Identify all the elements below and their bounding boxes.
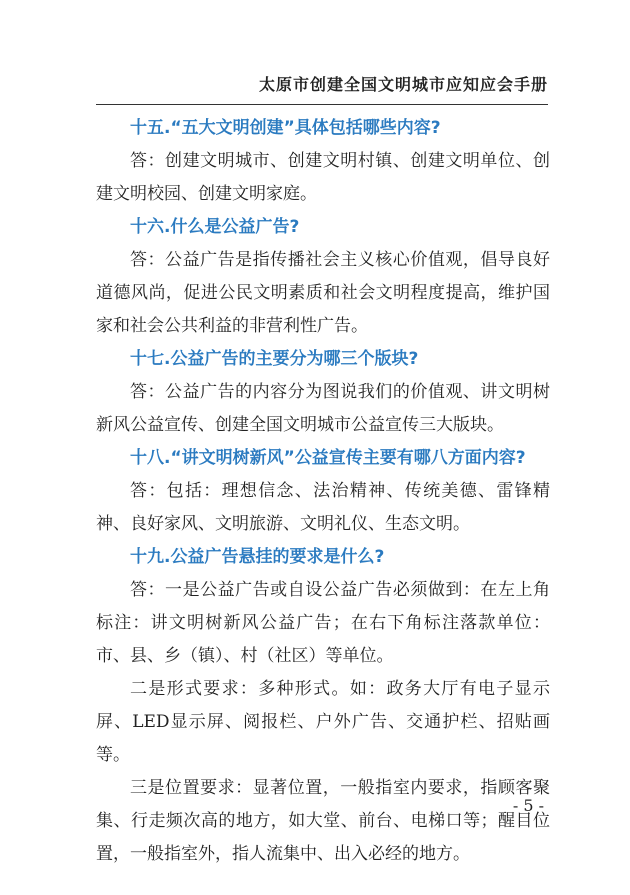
answer-paragraph: 三是位置要求：显著位置，一般指室内要求，指顾客聚集、行走频次高的地方，如大堂、前台、电梯口等；醒目位置，一般指室外，指人流集中、出入必经的地方。 [96,778,550,864]
document-body [96,112,550,871]
answer-paragraph: 答：包括：理想信念、法治精神、传统美德、雷锋精神、良好家风、文明旅游、文明礼仪、生态文明。 [96,481,550,534]
question-heading: 十五.“五大文明创建”具体包括哪些内容? [130,118,441,138]
answer-paragraph: 二是形式要求：多种形式。如：政务大厅有电子显示屏、LED显示屏、阅报栏、户外广告、交通护栏、招贴画等。 [96,679,550,765]
question-heading: 十八.“讲文明树新风”公益宣传主要有哪八方面内容? [130,448,526,468]
header-divider [96,104,548,105]
page-header-title: 太原市创建全国文明城市应知应会手册 [258,75,548,94]
answer-paragraph: 答：一是公益广告或自设公益广告必须做到：在左上角标注：讲文明树新风公益广告；在右下角标注落款单位：市、县、乡（镇）、村（社区）等单位。 [96,580,550,666]
answer-paragraph: 答：创建文明城市、创建文明村镇、创建文明单位、创建文明校园、创建文明家庭。 [96,151,550,204]
question-heading: 十七.公益广告的主要分为哪三个版块? [130,349,419,369]
question-heading: 十六.什么是公益广告? [130,217,300,237]
page-number: - 5 - [512,796,544,815]
question-heading: 十九.公益广告悬挂的要求是什么? [130,547,385,567]
answer-paragraph: 答：公益广告的内容分为图说我们的价值观、讲文明树新风公益宣传、创建全国文明城市公益宣传三大版块。 [96,382,550,435]
answer-paragraph: 答：公益广告是指传播社会主义核心价值观，倡导良好道德风尚，促进公民文明素质和社会文明程度提高，维护国家和社会公共利益的非营利性广告。 [96,250,550,336]
